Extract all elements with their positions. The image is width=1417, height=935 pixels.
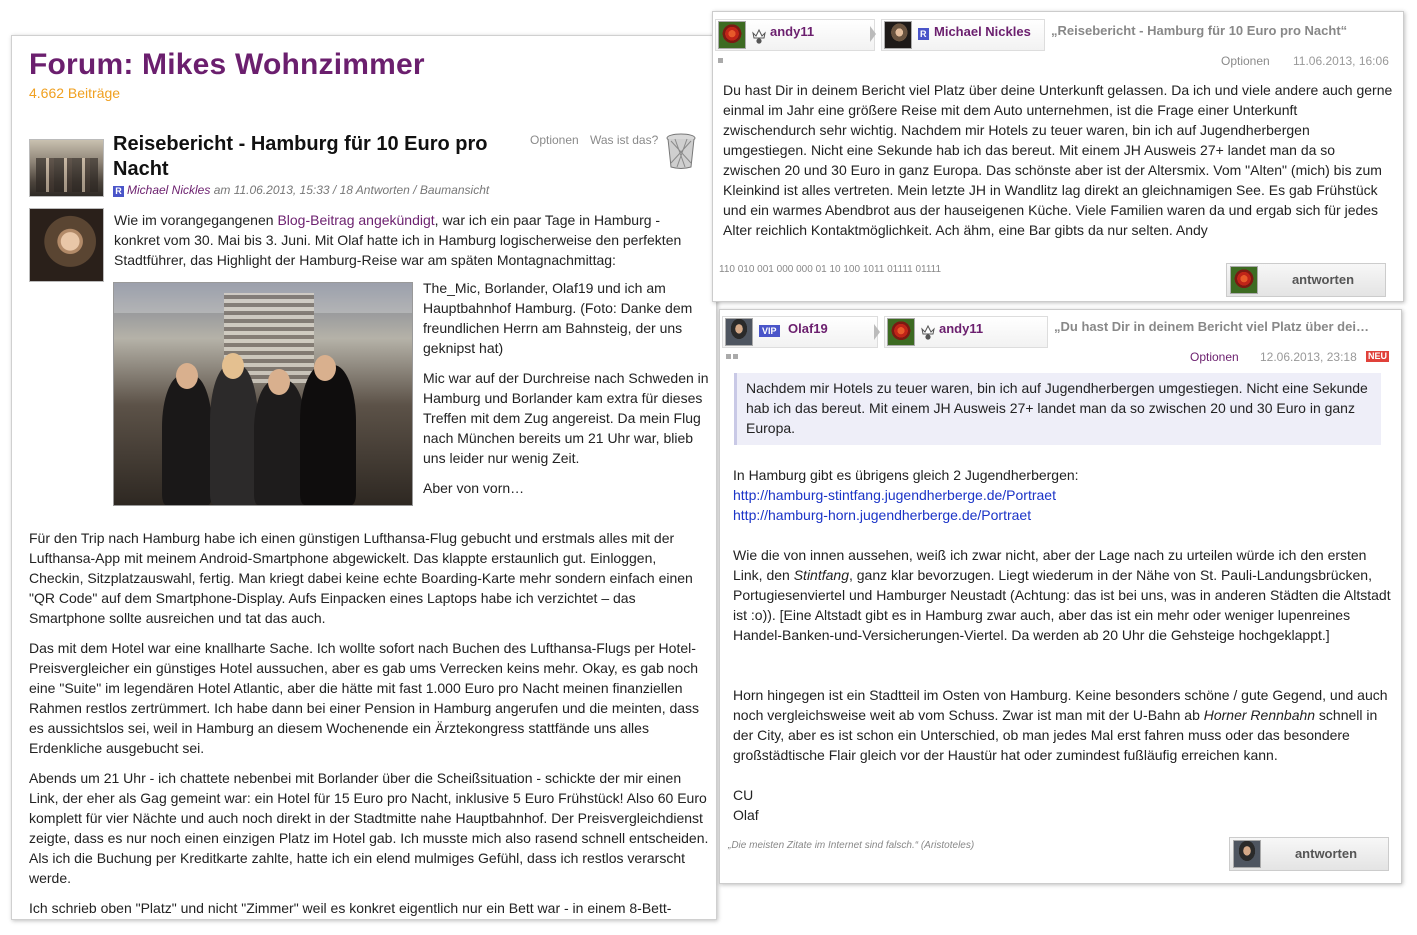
reply-label[interactable]: antworten xyxy=(1294,846,1358,861)
post-meta-details: am 11.06.2013, 15:33 / 18 Antworten / Baumansicht xyxy=(210,183,490,197)
depth-dots xyxy=(718,56,725,65)
forum-title[interactable]: Forum: Mikes Wohnzimmer xyxy=(29,48,425,81)
reply-button[interactable] xyxy=(1229,837,1389,871)
emphasis-horner-rennbahn: Horner Rennbahn xyxy=(1203,707,1316,723)
mic-paragraph: Mic war auf der Durchreise nach Schweden in Hamburg und Borlander kam extra für dieses Treffen mit dem Zug angereist. Da mein Flug nach München bereits um 21 Uhr war, blieb uns leider nur wenig Zeit. xyxy=(423,370,709,466)
body-paragraph: Abends um 21 Uhr - ich chattete nebenbei mit Borlander über die Scheißsituation - schickte der mir einen Link, der eher als Gag gemeint war: ein Hotel für 15 Euro pro Nacht, inklusive 5 Euro Frühstück! Also 60 Euro komplett für vier Nächte und auch noch direkt in der Stadtmitte nahe Hauptbahnhof. Der Preisvergleichdienst zeigte, dass es nur noch einen einzigen Platz im Hotel gab. Ich musste mich also rasend schnell entscheiden. Als ich die Buchung per Kreditkarte zahlte, hatte ich ein elend mulmiges Gefühl, dass ich restlos verarscht werde. xyxy=(29,770,709,886)
emphasis-stintfang: Stintfang xyxy=(793,567,849,583)
intro-paragraph xyxy=(114,210,704,270)
comment-body: Du hast Dir in deinem Bericht viel Platz über deine Unterkunft gelassen. Da ich und viele andere auch gerne einmal im Jahr eine größere Reise mit dem Auto unternehmen, ist die Frage einer Unterkunft zwischendurch sehr wichtig. Nachdem mir Hotels zu teuer waren, bin ich auf Jugendherbergen umgestiegen. Nicht eine Sekunde hab ich das bereut. Mit einem JH Ausweis 27+ landet man da so zwischen 20 und 30 Euro in ganz Europa. Das schönste aber ist der Altersmix. Vom "Alten" (mich) bis zum Kleinkind ist alles vertreten. Mein letzte JH in Wandlitz lag direkt an gleichnamigen See. Es gab Frühstück und ein warmes Abendbrot aus der hauseigenen Küche. Viele Familien waren da und ergab sich für jedes Alter reichlich Kontaktmöglichkeit. Ach ähm, eine Bar gibts da nur selten. Andy xyxy=(723,82,1393,238)
body-text-part: schnell in der City, aber es ist schon ein Unterschied, ob man jedes Mal erst fahren muss oder das besondere großstädtische Flair gleich vor der Haustür hat oder zumindest fußläufig erreichen kann. xyxy=(733,707,1378,763)
new-badge: NEU xyxy=(1368,351,1388,361)
post-title[interactable]: Reisebericht - Hamburg für 10 Euro pro Nacht xyxy=(113,133,488,180)
andy11-avatar[interactable] xyxy=(718,21,746,49)
station-group-photo[interactable] xyxy=(113,282,413,506)
to-user-box[interactable] xyxy=(881,19,1045,51)
from-user-name[interactable]: Olaf19 xyxy=(788,321,828,336)
body-text-part: , ganz klar bevorzugen. Liegt wiederum in der Nähe von St. Pauli-Landungsbrücken, Portugiesenviertel und Hamburger Neustadt (Achtung: das ist bei uns, was in anderen Städten die Altstadt ist :o)). [Eine Altstadt gibt es in Hamburg zwar auch, aber das ist ein mehr oder weniger lupenreines Handel-Banken-und-Versicherungen-Viertel. Da werden ab 20 Uhr die Gehsteige hochgeklappt.] xyxy=(733,567,1391,643)
reply-label[interactable]: antworten xyxy=(1291,272,1355,287)
michael-nickles-avatar[interactable] xyxy=(884,21,912,49)
depth-dots xyxy=(726,352,740,361)
comment-date: 12.06.2013, 23:18 xyxy=(1260,350,1357,364)
options-link[interactable]: Optionen xyxy=(1221,54,1270,68)
photo-caption: The_Mic, Borlander, Olaf19 und ich am Hauptbahnhof Hamburg. (Foto: Danke dem freundlichen Herrn am Bahnsteig, der uns geknipst hat) xyxy=(423,280,693,356)
post-meta xyxy=(113,183,489,197)
body-paragraph xyxy=(733,545,1393,645)
reply-button[interactable] xyxy=(1226,263,1386,297)
body-paragraph xyxy=(733,685,1393,765)
signature: „Die meisten Zitate im Internet sind falsch.“ (Aristoteles) xyxy=(728,840,975,851)
from-user-box[interactable] xyxy=(722,316,878,348)
olaf19-avatar xyxy=(1233,840,1261,868)
from-user-name[interactable]: andy11 xyxy=(770,24,815,39)
to-user-name[interactable]: Michael Nickles xyxy=(934,24,1031,39)
trash-bin-icon[interactable] xyxy=(665,133,697,169)
stintfang-link[interactable]: http://hamburg-stintfang.jugendherberge.de/Portraet xyxy=(733,487,1056,503)
crown-rank-icon xyxy=(752,28,766,44)
body-text-part: Horn hingegen ist ein Stadtteil im Osten von Hamburg. Keine besonders schöne / gute Gegend, und auch noch vergleichsweise weit ab vom Schuss. Zwar ist man mit der U-Bahn ab xyxy=(733,687,1388,723)
intro-text-end: , war ich ein paar Tage in Hamburg - konkret vom 30. Mai bis 3. Juni. Mit Olaf hatte ich in Hamburg logischerweise den perfekten Stadtführer, das Highlight der Hamburg-Reise war am späten Montagnachmittag: xyxy=(114,212,682,268)
comment-andy11 xyxy=(712,11,1404,302)
author-link[interactable]: Michael Nickles xyxy=(127,183,211,197)
signature: 110 010 001 000 000 01 10 100 1011 01111 01111 xyxy=(719,264,942,275)
to-user-name[interactable]: andy11 xyxy=(939,321,984,336)
aber-von-vorn-text: Aber von vorn… xyxy=(423,480,525,496)
from-user-box[interactable] xyxy=(715,19,875,51)
blog-post-panel xyxy=(11,35,717,920)
rank-badge: R xyxy=(113,186,124,197)
post-count: 4.662 Beiträge xyxy=(29,85,121,101)
what-is-this-link[interactable]: Was ist das? xyxy=(590,133,659,147)
body-paragraph: Das mit dem Hotel war eine knallharte Sache. Ich wollte sofort nach Buchen des Lufthansa-Flugs per Hotel-Preisvergleicher ein günstiges Hotel aussuchen, aber es gab ums Verrecken keins mehr. Okay, es gab noch eine "Suite" im legendären Hotel Atlantic, aber die hätte mit fast 1.000 Euro pro Nacht meinen finanziellen Rahmen restlos zertrümmert. Ich habe dann bei einer Pension in Hamburg angerufen und die meinten, dass es aussichtslos sei, weil in Hamburg an diesem Wochenende ein Ärztekongress stattfände uns alles Erdenkliche ausgebucht sei. xyxy=(29,640,700,756)
comment-olaf19 xyxy=(719,309,1402,884)
blog-post-link[interactable]: Blog-Beitrag angekündigt xyxy=(277,212,435,228)
group-photo-avatar[interactable] xyxy=(29,139,104,197)
options-link[interactable]: Optionen xyxy=(1190,350,1239,364)
body-paragraph: Ich schrieb oben "Platz" und nicht "Zimmer" weil es konkret eigentlich nur ein Bett war - in einem 8-Bett- xyxy=(29,900,672,916)
horn-link[interactable]: http://hamburg-horn.jugendherberge.de/Portraet xyxy=(733,507,1032,523)
comment-subject[interactable]: „Du hast Dir in deinem Bericht viel Platz über dei… xyxy=(1054,319,1369,334)
quote-block: Nachdem mir Hotels zu teuer waren, bin ich auf Jugendherbergen umgestiegen. Nicht eine Sekunde hab ich das bereut. Mit einem JH Ausweis 27+ landet man da so zwischen 20 und 30 Euro in ganz Europa. xyxy=(734,373,1381,445)
comment-subject[interactable]: „Reisebericht - Hamburg für 10 Euro pro Nacht“ xyxy=(1051,23,1348,38)
olaf19-avatar[interactable] xyxy=(725,318,753,346)
intro-text-start: Wie im vorangegangenen xyxy=(114,212,278,228)
reply-arrow-icon xyxy=(870,26,876,42)
hostels-intro: In Hamburg gibt es übrigens gleich 2 Jugendherbergen: xyxy=(733,467,1079,483)
body-text-part: Wie die von innen aussehen, weiß ich zwar nicht, aber der Lage nach zu urteilen würde ich den ersten Link, den xyxy=(733,547,1367,583)
author-avatar[interactable] xyxy=(29,208,104,282)
closing-name: Olaf xyxy=(733,807,759,823)
crown-rank-icon xyxy=(921,324,935,340)
vip-badge: VIP xyxy=(759,325,780,337)
andy11-avatar[interactable] xyxy=(887,318,915,346)
rank-badge: R xyxy=(920,29,927,39)
closing-cu: CU xyxy=(733,787,754,803)
body-paragraph: Für den Trip nach Hamburg habe ich einen günstigen Lufthansa-Flug gebucht und erstmals alles mit der Lufthansa-App mit meinem Android-Smartphone abgewickelt. Das klappte erstaunlich gut. Einloggen, Checkin, Sitzplatzauswahl, fertig. Man kriegt dabei keine echte Boarding-Karte mehr sondern einfach einen "QR Code" auf dem Smartphone-Display. Aufs Einpacken eines Laptops habe ich verzichtet – das Smartphone sollte ausreichen und tat das auch. xyxy=(29,530,693,626)
comment-date: 11.06.2013, 16:06 xyxy=(1293,54,1389,68)
options-link[interactable]: Optionen xyxy=(530,133,579,147)
andy11-avatar xyxy=(1230,266,1258,294)
to-user-box[interactable] xyxy=(884,316,1048,348)
reply-arrow-icon xyxy=(874,324,880,340)
